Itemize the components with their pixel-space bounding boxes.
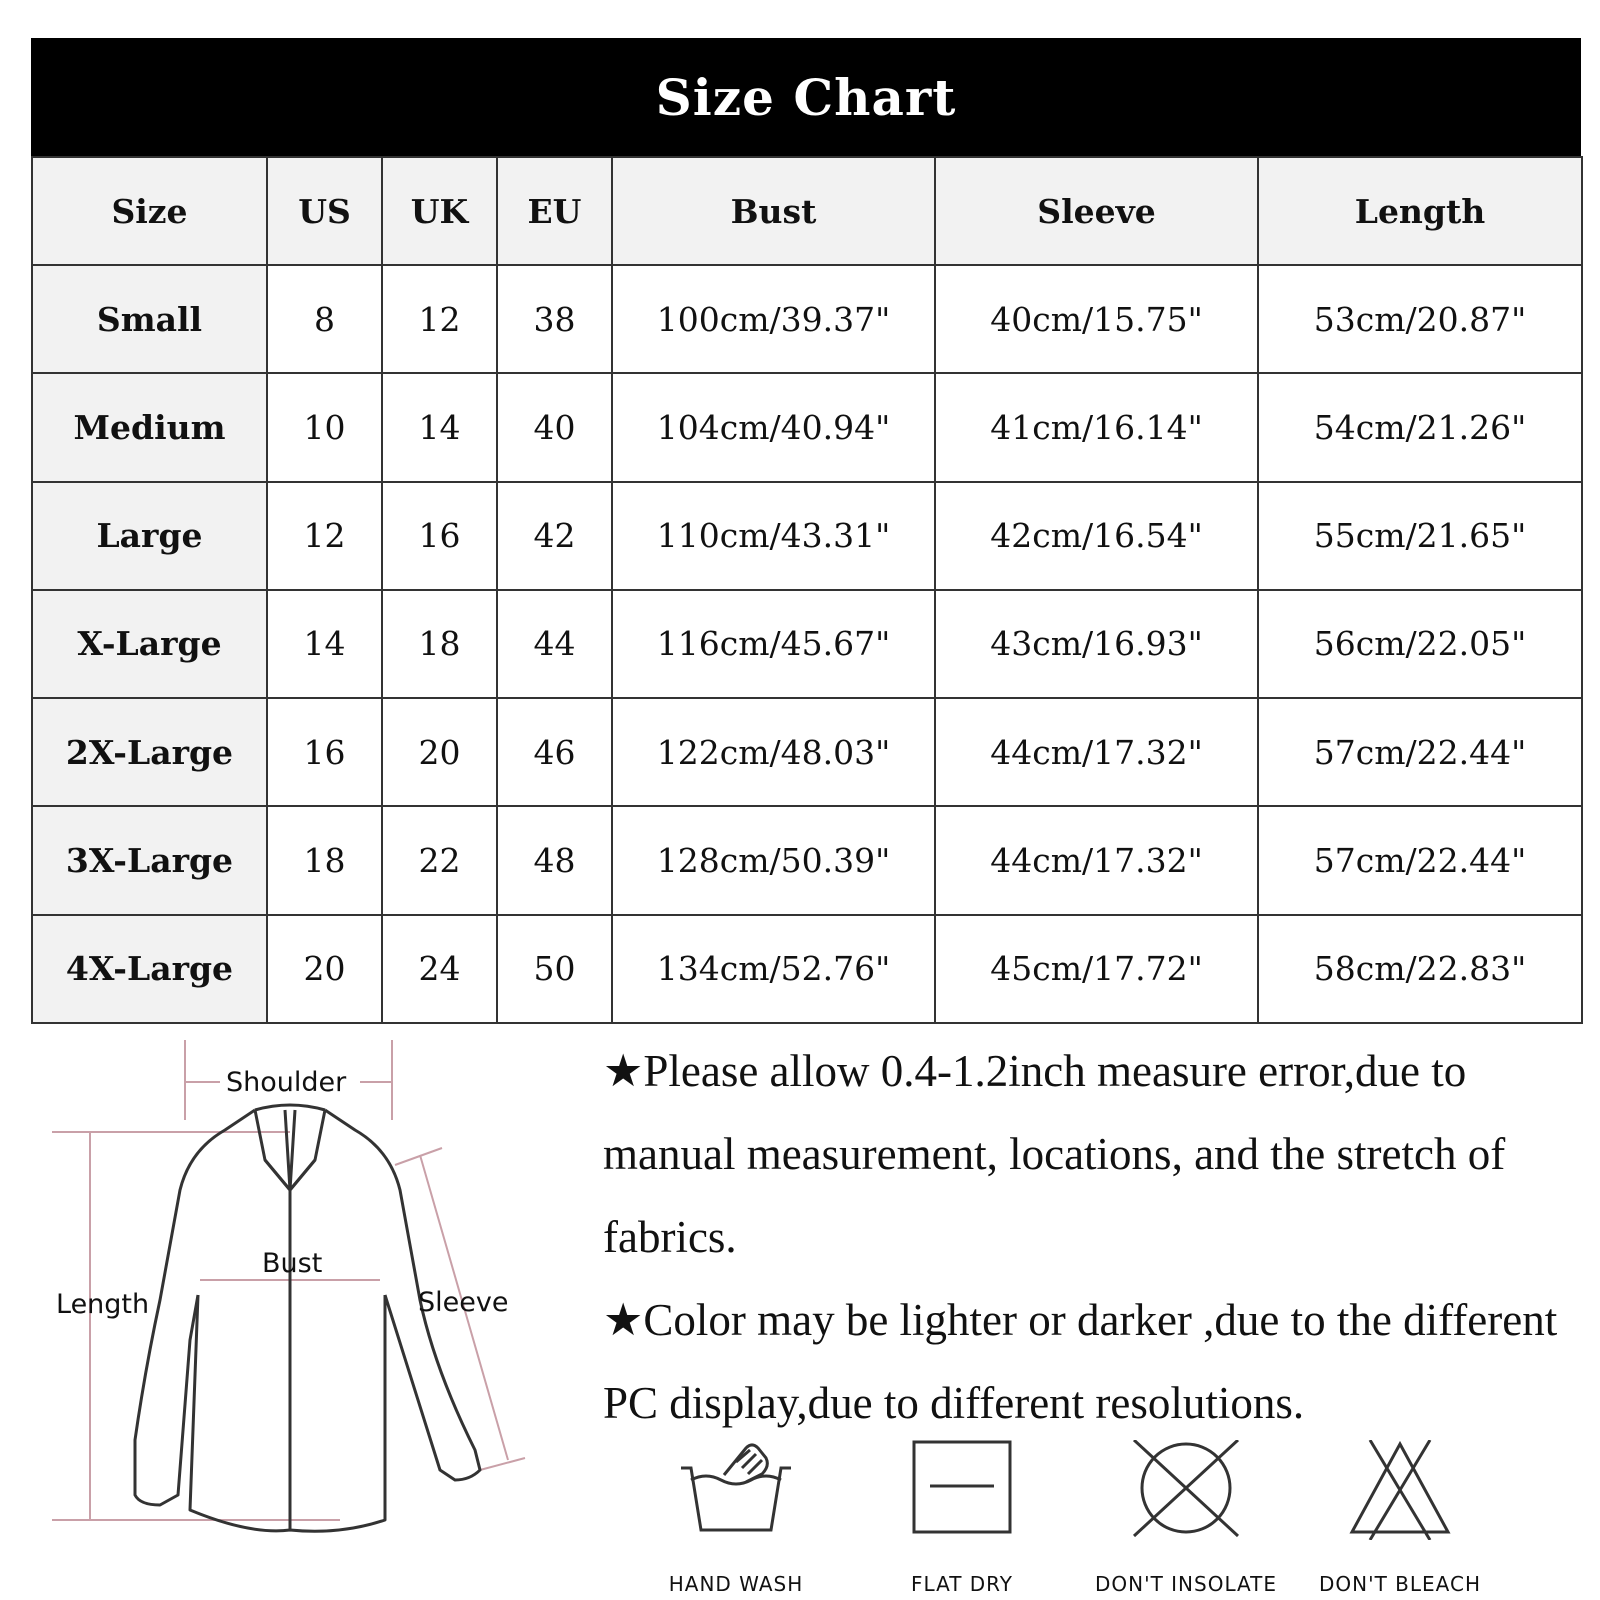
table-cell: 45cm/17.72" [935, 915, 1258, 1023]
size-cell: Large [32, 482, 267, 590]
size-cell: X-Large [32, 590, 267, 698]
note-measure-error: ★Please allow 0.4-1.2inch measure error,due to manual measurement, locations, and the stretch of fabrics. [603, 1046, 1506, 1262]
dont-insolate-icon [1126, 1440, 1246, 1540]
care-hand-wash [636, 1440, 836, 1596]
table-cell: 58cm/22.83" [1258, 915, 1582, 1023]
column-header: Length [1258, 157, 1582, 265]
notes [603, 1030, 1593, 1445]
shoulder-label: Shoulder [226, 1067, 347, 1098]
table-row [32, 590, 1582, 698]
size-cell: Medium [32, 373, 267, 481]
table-cell: 20 [382, 698, 497, 806]
table-row [32, 482, 1582, 590]
hand-wash-icon [676, 1440, 796, 1540]
table-cell: 57cm/22.44" [1258, 698, 1582, 806]
table-cell: 110cm/43.31" [612, 482, 935, 590]
table-cell: 43cm/16.93" [935, 590, 1258, 698]
size-chart-title: Size Chart [31, 38, 1581, 156]
length-label: Length [56, 1289, 150, 1320]
size-cell: 3X-Large [32, 806, 267, 914]
dont-insolate-label: DON'T INSOLATE [1094, 1572, 1278, 1596]
flat-dry-label: FLAT DRY [910, 1572, 1014, 1596]
table-cell: 54cm/21.26" [1258, 373, 1582, 481]
table-cell: 44 [497, 590, 612, 698]
table-cell: 50 [497, 915, 612, 1023]
size-table [31, 156, 1583, 1024]
size-cell: 2X-Large [32, 698, 267, 806]
table-cell: 14 [382, 373, 497, 481]
note-color-difference: ★Color may be lighter or darker ,due to the different PC display,due to different resolutions. [603, 1295, 1558, 1428]
table-row [32, 698, 1582, 806]
table-cell: 44cm/17.32" [935, 698, 1258, 806]
table-cell: 128cm/50.39" [612, 806, 935, 914]
table-cell: 22 [382, 806, 497, 914]
table-row [32, 806, 1582, 914]
dont-bleach-label: DON'T BLEACH [1318, 1572, 1481, 1596]
table-cell: 56cm/22.05" [1258, 590, 1582, 698]
sleeve-label: Sleeve [418, 1287, 509, 1318]
column-header: Size [32, 157, 267, 265]
table-row [32, 265, 1582, 373]
table-cell: 55cm/21.65" [1258, 482, 1582, 590]
table-cell: 104cm/40.94" [612, 373, 935, 481]
table-cell: 100cm/39.37" [612, 265, 935, 373]
table-cell: 10 [267, 373, 382, 481]
table-cell: 12 [267, 482, 382, 590]
table-cell: 122cm/48.03" [612, 698, 935, 806]
table-cell: 16 [267, 698, 382, 806]
table-cell: 12 [382, 265, 497, 373]
hand-wash-label: HAND WASH [668, 1572, 804, 1596]
table-cell: 48 [497, 806, 612, 914]
bust-label: Bust [262, 1248, 323, 1279]
column-header: US [267, 157, 382, 265]
table-row [32, 915, 1582, 1023]
table-cell: 18 [267, 806, 382, 914]
size-cell: 4X-Large [32, 915, 267, 1023]
table-cell: 42 [497, 482, 612, 590]
column-header: Sleeve [935, 157, 1258, 265]
care-flat-dry [862, 1440, 1062, 1596]
table-cell: 40 [497, 373, 612, 481]
table-cell: 14 [267, 590, 382, 698]
table-cell: 20 [267, 915, 382, 1023]
table-row [32, 373, 1582, 481]
care-dont-insolate [1086, 1440, 1286, 1596]
table-cell: 16 [382, 482, 497, 590]
table-cell: 42cm/16.54" [935, 482, 1258, 590]
column-header: UK [382, 157, 497, 265]
table-cell: 38 [497, 265, 612, 373]
table-header-row [32, 157, 1582, 265]
care-dont-bleach [1300, 1440, 1500, 1596]
shirt-outline [135, 1105, 480, 1531]
table-cell: 41cm/16.14" [935, 373, 1258, 481]
table-cell: 18 [382, 590, 497, 698]
table-cell: 46 [497, 698, 612, 806]
size-cell: Small [32, 265, 267, 373]
column-header: EU [497, 157, 612, 265]
table-cell: 40cm/15.75" [935, 265, 1258, 373]
table-cell: 57cm/22.44" [1258, 806, 1582, 914]
column-header: Bust [612, 157, 935, 265]
table-cell: 134cm/52.76" [612, 915, 935, 1023]
dont-bleach-icon [1340, 1440, 1460, 1540]
table-cell: 53cm/20.87" [1258, 265, 1582, 373]
shirt-measurement-diagram [40, 1040, 560, 1580]
table-cell: 8 [267, 265, 382, 373]
table-cell: 24 [382, 915, 497, 1023]
flat-dry-icon [902, 1440, 1022, 1540]
table-cell: 116cm/45.67" [612, 590, 935, 698]
table-cell: 44cm/17.32" [935, 806, 1258, 914]
